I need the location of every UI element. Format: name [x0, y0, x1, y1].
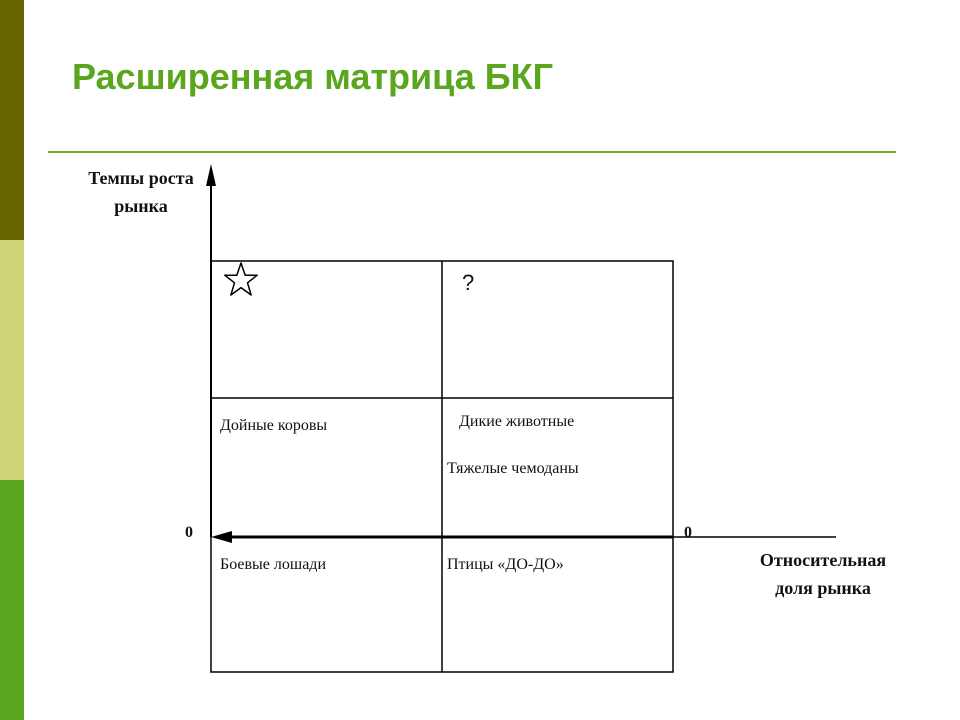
- x-axis-label: [738, 546, 908, 602]
- x-axis-label-line2: доля рынка: [775, 578, 871, 598]
- slide-title: Расширенная матрица БКГ: [72, 56, 554, 97]
- origin-zero-right: 0: [684, 524, 692, 541]
- star-icon: [225, 263, 257, 295]
- x-axis-label-line1: Относительная: [759, 550, 887, 570]
- dodo-birds-label: Птицы «ДО-ДО»: [447, 556, 564, 573]
- y-axis-label: [56, 164, 226, 220]
- wild-animals-label: Дикие животные: [459, 413, 575, 430]
- cash-cows-label: Дойные коровы: [220, 417, 328, 434]
- question-mark-label: ?: [462, 270, 475, 295]
- x-axis-arrowhead: [211, 531, 232, 543]
- heavy-suitcases-label: Тяжелые чемоданы: [447, 460, 579, 477]
- y-axis-label-line2: рынка: [114, 196, 168, 216]
- origin-zero-left: 0: [185, 524, 193, 541]
- y-axis-label-line1: Темпы роста: [88, 168, 194, 188]
- war-horses-label: Боевые лошади: [220, 556, 326, 573]
